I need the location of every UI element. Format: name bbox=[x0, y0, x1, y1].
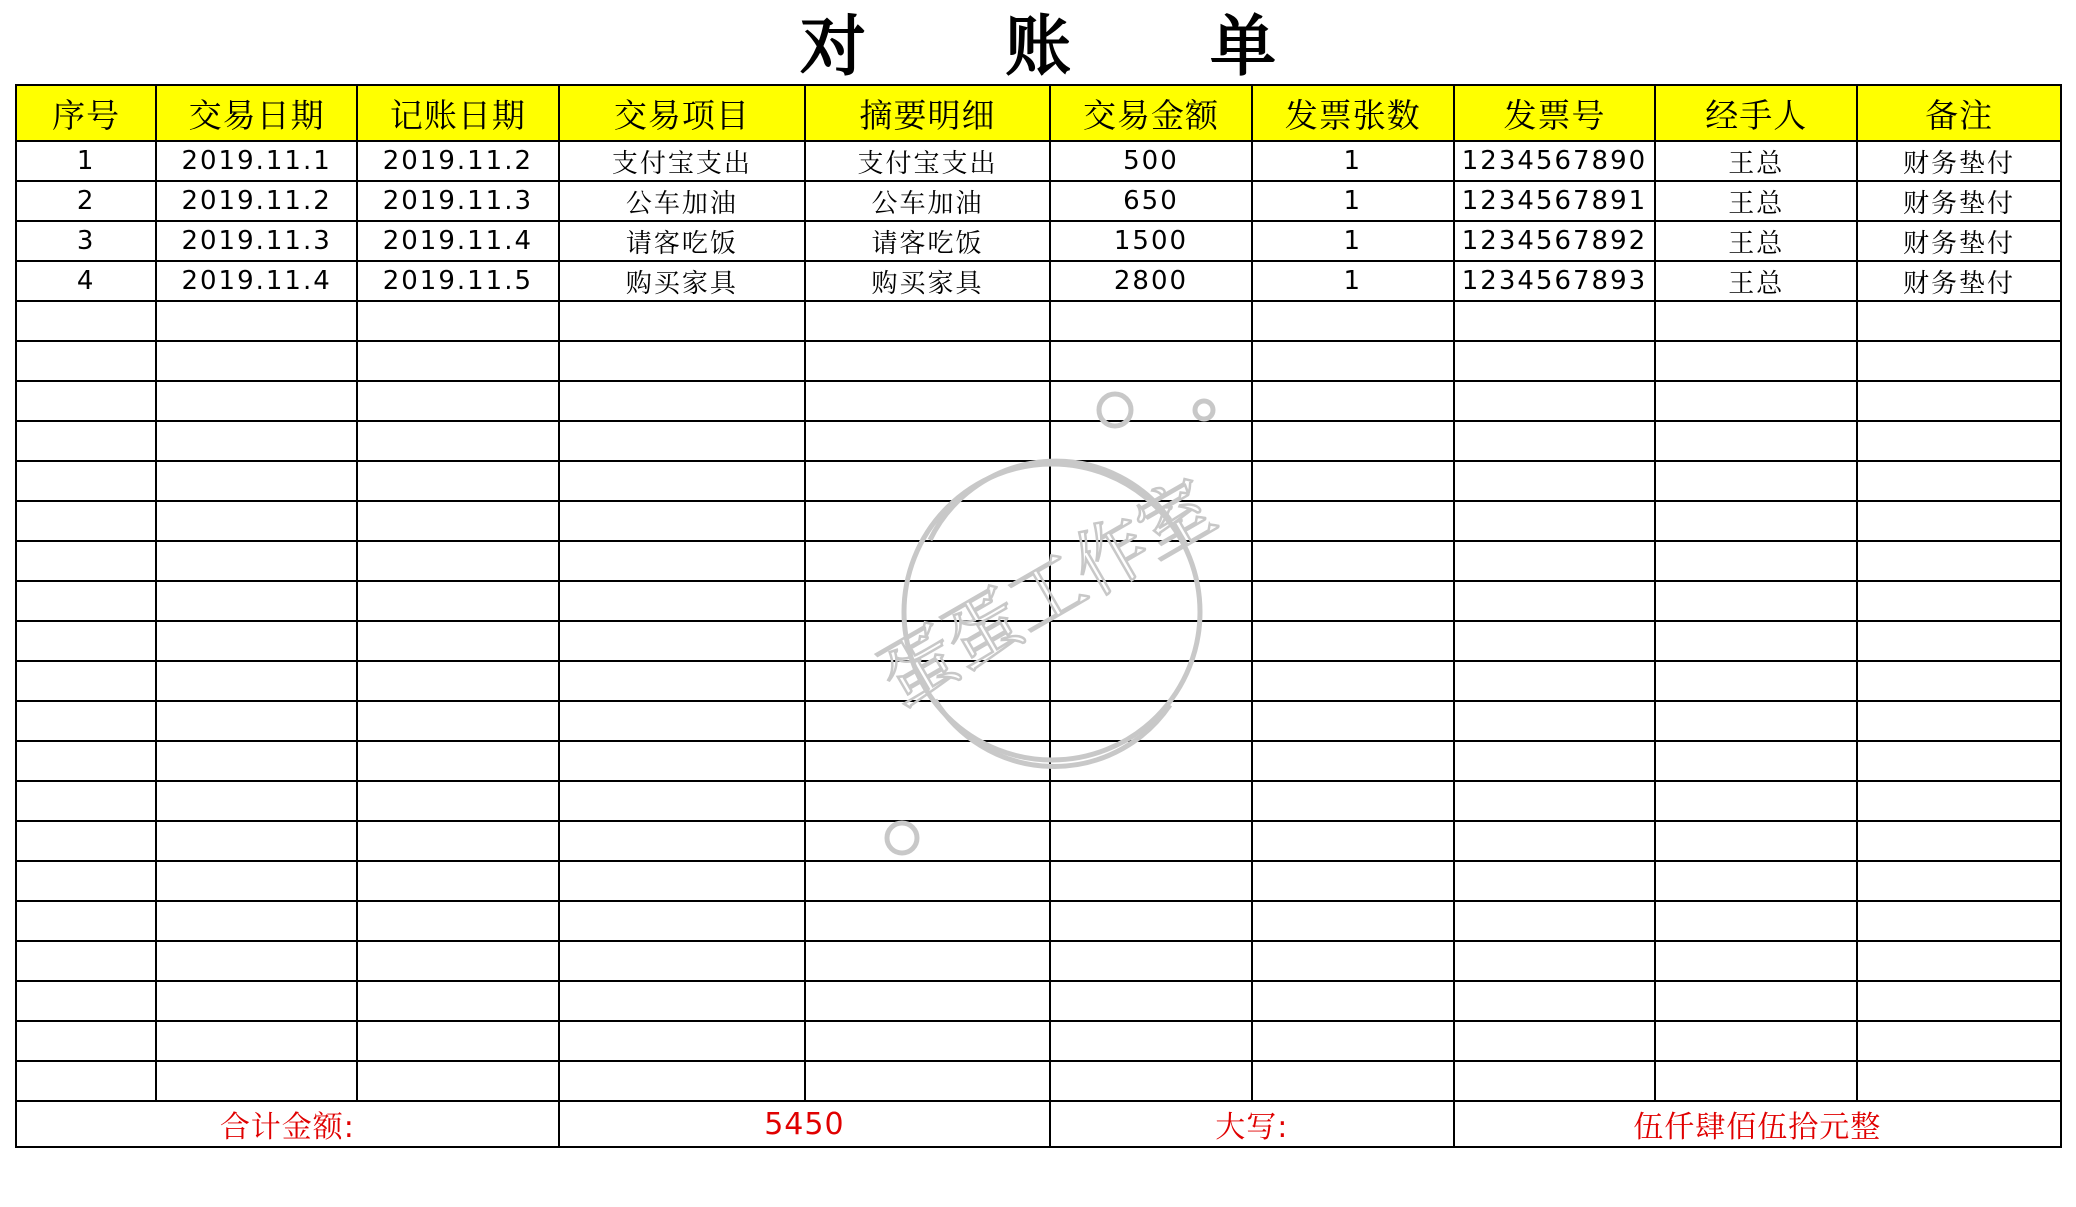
empty-cell bbox=[156, 701, 357, 741]
cell-remarks: 财务垫付 bbox=[1857, 221, 2061, 261]
empty-cell bbox=[357, 1061, 559, 1101]
empty-cell bbox=[1252, 901, 1454, 941]
empty-cell bbox=[1252, 381, 1454, 421]
table-row bbox=[16, 221, 2061, 261]
table-row bbox=[16, 261, 2061, 301]
empty-cell bbox=[156, 661, 357, 701]
empty-table-row bbox=[16, 981, 2061, 1021]
empty-table-row bbox=[16, 741, 2061, 781]
empty-cell bbox=[357, 501, 559, 541]
empty-cell bbox=[1857, 581, 2061, 621]
empty-cell bbox=[156, 381, 357, 421]
empty-cell bbox=[1655, 701, 1857, 741]
cell-transaction-item: 请客吃饭 bbox=[559, 221, 805, 261]
empty-cell bbox=[1252, 1061, 1454, 1101]
empty-cell bbox=[156, 581, 357, 621]
empty-cell bbox=[1454, 781, 1656, 821]
cell-summary-detail: 支付宝支出 bbox=[805, 141, 1050, 181]
empty-cell bbox=[1050, 541, 1252, 581]
empty-cell bbox=[1050, 1021, 1252, 1061]
empty-table-row bbox=[16, 901, 2061, 941]
empty-cell bbox=[1050, 1061, 1252, 1101]
empty-cell bbox=[357, 661, 559, 701]
empty-cell bbox=[357, 381, 559, 421]
cell-remarks: 财务垫付 bbox=[1857, 261, 2061, 301]
empty-cell bbox=[1655, 621, 1857, 661]
empty-cell bbox=[1050, 861, 1252, 901]
empty-cell bbox=[805, 821, 1050, 861]
cell-handler: 王总 bbox=[1655, 181, 1857, 221]
empty-cell bbox=[357, 461, 559, 501]
empty-cell bbox=[156, 941, 357, 981]
empty-cell bbox=[16, 461, 156, 501]
empty-cell bbox=[1454, 461, 1656, 501]
empty-cell bbox=[1252, 821, 1454, 861]
empty-cell bbox=[16, 661, 156, 701]
empty-cell bbox=[357, 861, 559, 901]
empty-cell bbox=[1050, 621, 1252, 661]
empty-cell bbox=[805, 781, 1050, 821]
empty-cell bbox=[1857, 301, 2061, 341]
empty-table-row bbox=[16, 421, 2061, 461]
empty-table-row bbox=[16, 701, 2061, 741]
empty-cell bbox=[357, 741, 559, 781]
empty-cell bbox=[1050, 381, 1252, 421]
empty-cell bbox=[16, 301, 156, 341]
empty-table-row bbox=[16, 941, 2061, 981]
empty-cell bbox=[1050, 981, 1252, 1021]
empty-cell bbox=[1050, 461, 1252, 501]
cell-transaction-date: 2019.11.2 bbox=[156, 181, 357, 221]
watermark-text: 蛋蛋工作室 bbox=[865, 463, 1230, 724]
empty-cell bbox=[1252, 741, 1454, 781]
header-invoice-number: 发票号 bbox=[1454, 85, 1656, 141]
cell-invoice-number: 1234567891 bbox=[1454, 181, 1656, 221]
empty-cell bbox=[805, 941, 1050, 981]
empty-cell bbox=[16, 861, 156, 901]
reconciliation-table bbox=[15, 84, 2062, 1148]
empty-cell bbox=[1454, 981, 1656, 1021]
empty-cell bbox=[559, 421, 805, 461]
empty-cell bbox=[805, 581, 1050, 621]
empty-cell bbox=[156, 301, 357, 341]
empty-cell bbox=[156, 821, 357, 861]
empty-table-row bbox=[16, 621, 2061, 661]
empty-cell bbox=[1252, 981, 1454, 1021]
empty-cell bbox=[1050, 581, 1252, 621]
empty-cell bbox=[357, 1021, 559, 1061]
empty-cell bbox=[559, 621, 805, 661]
empty-table-row bbox=[16, 461, 2061, 501]
empty-cell bbox=[1050, 421, 1252, 461]
empty-cell bbox=[1050, 301, 1252, 341]
empty-cell bbox=[805, 661, 1050, 701]
empty-cell bbox=[1454, 621, 1656, 661]
empty-cell bbox=[1655, 861, 1857, 901]
document-title: 对 账 单 bbox=[800, 8, 1334, 85]
empty-cell bbox=[1252, 781, 1454, 821]
empty-cell bbox=[1655, 501, 1857, 541]
empty-cell bbox=[805, 981, 1050, 1021]
empty-table-row bbox=[16, 301, 2061, 341]
empty-cell bbox=[1655, 541, 1857, 581]
empty-cell bbox=[1454, 1021, 1656, 1061]
empty-cell bbox=[805, 501, 1050, 541]
empty-cell bbox=[1857, 981, 2061, 1021]
empty-cell bbox=[357, 821, 559, 861]
empty-cell bbox=[16, 901, 156, 941]
cell-remarks: 财务垫付 bbox=[1857, 141, 2061, 181]
header-row bbox=[16, 85, 2061, 141]
empty-table-row bbox=[16, 341, 2061, 381]
empty-cell bbox=[1252, 501, 1454, 541]
empty-cell bbox=[559, 301, 805, 341]
empty-cell bbox=[1655, 661, 1857, 701]
empty-cell bbox=[156, 1021, 357, 1061]
empty-cell bbox=[1252, 421, 1454, 461]
empty-cell bbox=[156, 981, 357, 1021]
empty-cell bbox=[1655, 381, 1857, 421]
empty-table-row bbox=[16, 541, 2061, 581]
empty-cell bbox=[1655, 1021, 1857, 1061]
empty-cell bbox=[16, 341, 156, 381]
empty-cell bbox=[357, 341, 559, 381]
header-invoice-count: 发票张数 bbox=[1252, 85, 1454, 141]
cell-serial-number: 3 bbox=[16, 221, 156, 261]
empty-cell bbox=[1252, 701, 1454, 741]
empty-cell bbox=[805, 381, 1050, 421]
empty-cell bbox=[1454, 1061, 1656, 1101]
empty-cell bbox=[1655, 341, 1857, 381]
empty-cell bbox=[1454, 741, 1656, 781]
empty-cell bbox=[1655, 581, 1857, 621]
empty-cell bbox=[559, 941, 805, 981]
cell-serial-number: 1 bbox=[16, 141, 156, 181]
empty-cell bbox=[559, 981, 805, 1021]
empty-cell bbox=[1857, 741, 2061, 781]
empty-cell bbox=[559, 461, 805, 501]
empty-cell bbox=[805, 901, 1050, 941]
header-transaction-amount: 交易金额 bbox=[1050, 85, 1252, 141]
empty-cell bbox=[1857, 1021, 2061, 1061]
cell-posting-date: 2019.11.5 bbox=[357, 261, 559, 301]
empty-cell bbox=[156, 621, 357, 661]
cell-handler: 王总 bbox=[1655, 261, 1857, 301]
empty-cell bbox=[805, 461, 1050, 501]
empty-cell bbox=[1454, 661, 1656, 701]
cell-transaction-date: 2019.11.3 bbox=[156, 221, 357, 261]
empty-cell bbox=[559, 541, 805, 581]
empty-cell bbox=[1857, 621, 2061, 661]
empty-cell bbox=[559, 781, 805, 821]
empty-cell bbox=[1857, 941, 2061, 981]
uppercase-amount-value: 伍仟肆佰伍拾元整 bbox=[1454, 1101, 2061, 1147]
empty-cell bbox=[156, 501, 357, 541]
empty-cell bbox=[156, 1061, 357, 1101]
empty-cell bbox=[1857, 341, 2061, 381]
empty-cell bbox=[805, 301, 1050, 341]
empty-cell bbox=[559, 1061, 805, 1101]
cell-transaction-amount: 500 bbox=[1050, 141, 1252, 181]
empty-cell bbox=[1252, 621, 1454, 661]
empty-cell bbox=[1050, 741, 1252, 781]
empty-cell bbox=[357, 901, 559, 941]
empty-cell bbox=[16, 541, 156, 581]
cell-summary-detail: 请客吃饭 bbox=[805, 221, 1050, 261]
empty-cell bbox=[1252, 461, 1454, 501]
header-remarks: 备注 bbox=[1857, 85, 2061, 141]
empty-cell bbox=[559, 821, 805, 861]
empty-cell bbox=[1252, 861, 1454, 901]
summary-row bbox=[16, 1101, 2061, 1147]
empty-cell bbox=[156, 861, 357, 901]
empty-cell bbox=[559, 581, 805, 621]
empty-table-row bbox=[16, 581, 2061, 621]
empty-cell bbox=[1857, 501, 2061, 541]
table-row bbox=[16, 141, 2061, 181]
empty-cell bbox=[1857, 781, 2061, 821]
empty-cell bbox=[1857, 541, 2061, 581]
header-transaction-item: 交易项目 bbox=[559, 85, 805, 141]
empty-cell bbox=[1857, 421, 2061, 461]
empty-cell bbox=[1454, 861, 1656, 901]
empty-cell bbox=[357, 621, 559, 661]
empty-cell bbox=[156, 741, 357, 781]
header-transaction-date: 交易日期 bbox=[156, 85, 357, 141]
empty-table-row bbox=[16, 501, 2061, 541]
empty-cell bbox=[805, 861, 1050, 901]
empty-cell bbox=[805, 1061, 1050, 1101]
empty-cell bbox=[16, 741, 156, 781]
empty-cell bbox=[1454, 821, 1656, 861]
empty-cell bbox=[1454, 941, 1656, 981]
empty-cell bbox=[559, 1021, 805, 1061]
header-summary-detail: 摘要明细 bbox=[805, 85, 1050, 141]
cell-posting-date: 2019.11.2 bbox=[357, 141, 559, 181]
empty-cell bbox=[1252, 581, 1454, 621]
empty-cell bbox=[16, 1021, 156, 1061]
empty-cell bbox=[16, 701, 156, 741]
empty-cell bbox=[16, 821, 156, 861]
cell-transaction-amount: 2800 bbox=[1050, 261, 1252, 301]
empty-cell bbox=[805, 1021, 1050, 1061]
header-serial-number: 序号 bbox=[16, 85, 156, 141]
empty-cell bbox=[1454, 901, 1656, 941]
empty-cell bbox=[16, 621, 156, 661]
empty-cell bbox=[1454, 381, 1656, 421]
cell-posting-date: 2019.11.4 bbox=[357, 221, 559, 261]
empty-cell bbox=[1857, 901, 2061, 941]
empty-cell bbox=[16, 981, 156, 1021]
cell-transaction-item: 支付宝支出 bbox=[559, 141, 805, 181]
table-row bbox=[16, 181, 2061, 221]
empty-cell bbox=[1252, 341, 1454, 381]
empty-cell bbox=[16, 581, 156, 621]
empty-cell bbox=[805, 621, 1050, 661]
cell-serial-number: 4 bbox=[16, 261, 156, 301]
empty-cell bbox=[1050, 941, 1252, 981]
cell-invoice-number: 1234567892 bbox=[1454, 221, 1656, 261]
cell-invoice-number: 1234567893 bbox=[1454, 261, 1656, 301]
empty-cell bbox=[559, 661, 805, 701]
empty-cell bbox=[805, 421, 1050, 461]
empty-cell bbox=[156, 341, 357, 381]
empty-cell bbox=[1857, 381, 2061, 421]
empty-cell bbox=[805, 701, 1050, 741]
empty-cell bbox=[156, 781, 357, 821]
empty-cell bbox=[1454, 421, 1656, 461]
empty-cell bbox=[1252, 661, 1454, 701]
empty-cell bbox=[805, 341, 1050, 381]
empty-cell bbox=[1252, 301, 1454, 341]
empty-cell bbox=[559, 861, 805, 901]
empty-cell bbox=[1857, 461, 2061, 501]
empty-cell bbox=[16, 381, 156, 421]
cell-transaction-item: 公车加油 bbox=[559, 181, 805, 221]
empty-cell bbox=[357, 981, 559, 1021]
empty-cell bbox=[1857, 1061, 2061, 1101]
empty-cell bbox=[805, 741, 1050, 781]
cell-summary-detail: 公车加油 bbox=[805, 181, 1050, 221]
empty-cell bbox=[1454, 301, 1656, 341]
empty-cell bbox=[156, 421, 357, 461]
empty-cell bbox=[559, 701, 805, 741]
empty-cell bbox=[1050, 501, 1252, 541]
empty-cell bbox=[156, 461, 357, 501]
header-handler: 经手人 bbox=[1655, 85, 1857, 141]
empty-cell bbox=[1050, 781, 1252, 821]
cell-invoice-count: 1 bbox=[1252, 261, 1454, 301]
empty-cell bbox=[357, 541, 559, 581]
cell-transaction-date: 2019.11.4 bbox=[156, 261, 357, 301]
empty-cell bbox=[1050, 701, 1252, 741]
cell-invoice-count: 1 bbox=[1252, 181, 1454, 221]
empty-cell bbox=[1655, 1061, 1857, 1101]
cell-posting-date: 2019.11.3 bbox=[357, 181, 559, 221]
total-amount-label: 合计金额: bbox=[16, 1101, 559, 1147]
cell-transaction-amount: 1500 bbox=[1050, 221, 1252, 261]
empty-cell bbox=[1655, 461, 1857, 501]
empty-cell bbox=[1857, 701, 2061, 741]
empty-cell bbox=[1655, 901, 1857, 941]
empty-cell bbox=[1857, 861, 2061, 901]
empty-cell bbox=[357, 941, 559, 981]
uppercase-amount-label: 大写: bbox=[1050, 1101, 1454, 1147]
cell-invoice-count: 1 bbox=[1252, 221, 1454, 261]
empty-cell bbox=[16, 1061, 156, 1101]
empty-cell bbox=[16, 781, 156, 821]
empty-cell bbox=[1050, 661, 1252, 701]
empty-cell bbox=[1050, 821, 1252, 861]
empty-cell bbox=[1857, 821, 2061, 861]
empty-table-row bbox=[16, 821, 2061, 861]
header-posting-date: 记账日期 bbox=[357, 85, 559, 141]
empty-cell bbox=[16, 421, 156, 461]
cell-serial-number: 2 bbox=[16, 181, 156, 221]
empty-cell bbox=[1655, 421, 1857, 461]
empty-cell bbox=[1454, 501, 1656, 541]
empty-table-row bbox=[16, 1061, 2061, 1101]
cell-invoice-number: 1234567890 bbox=[1454, 141, 1656, 181]
empty-cell bbox=[357, 581, 559, 621]
cell-handler: 王总 bbox=[1655, 221, 1857, 261]
empty-cell bbox=[1252, 1021, 1454, 1061]
empty-cell bbox=[1050, 341, 1252, 381]
empty-cell bbox=[559, 501, 805, 541]
empty-cell bbox=[1655, 301, 1857, 341]
cell-invoice-count: 1 bbox=[1252, 141, 1454, 181]
empty-cell bbox=[156, 541, 357, 581]
empty-cell bbox=[1454, 341, 1656, 381]
empty-cell bbox=[357, 421, 559, 461]
empty-table-row bbox=[16, 381, 2061, 421]
cell-remarks: 财务垫付 bbox=[1857, 181, 2061, 221]
cell-transaction-date: 2019.11.1 bbox=[156, 141, 357, 181]
empty-cell bbox=[16, 501, 156, 541]
empty-cell bbox=[1454, 541, 1656, 581]
empty-cell bbox=[1655, 981, 1857, 1021]
empty-cell bbox=[1857, 661, 2061, 701]
cell-transaction-amount: 650 bbox=[1050, 181, 1252, 221]
empty-cell bbox=[1252, 941, 1454, 981]
empty-cell bbox=[1655, 741, 1857, 781]
cell-transaction-item: 购买家具 bbox=[559, 261, 805, 301]
empty-cell bbox=[1050, 901, 1252, 941]
empty-table-row bbox=[16, 1021, 2061, 1061]
empty-cell bbox=[559, 741, 805, 781]
empty-table-row bbox=[16, 861, 2061, 901]
empty-cell bbox=[1252, 541, 1454, 581]
empty-cell bbox=[357, 701, 559, 741]
empty-cell bbox=[559, 341, 805, 381]
empty-cell bbox=[559, 381, 805, 421]
empty-cell bbox=[357, 301, 559, 341]
empty-cell bbox=[1655, 781, 1857, 821]
empty-cell bbox=[357, 781, 559, 821]
empty-cell bbox=[559, 901, 805, 941]
empty-cell bbox=[1655, 821, 1857, 861]
empty-cell bbox=[1655, 941, 1857, 981]
empty-table-row bbox=[16, 661, 2061, 701]
empty-cell bbox=[156, 901, 357, 941]
cell-summary-detail: 购买家具 bbox=[805, 261, 1050, 301]
empty-cell bbox=[1454, 701, 1656, 741]
empty-cell bbox=[805, 541, 1050, 581]
empty-cell bbox=[16, 941, 156, 981]
empty-table-row bbox=[16, 781, 2061, 821]
empty-cell bbox=[1454, 581, 1656, 621]
cell-handler: 王总 bbox=[1655, 141, 1857, 181]
total-amount-value: 5450 bbox=[559, 1101, 1050, 1147]
